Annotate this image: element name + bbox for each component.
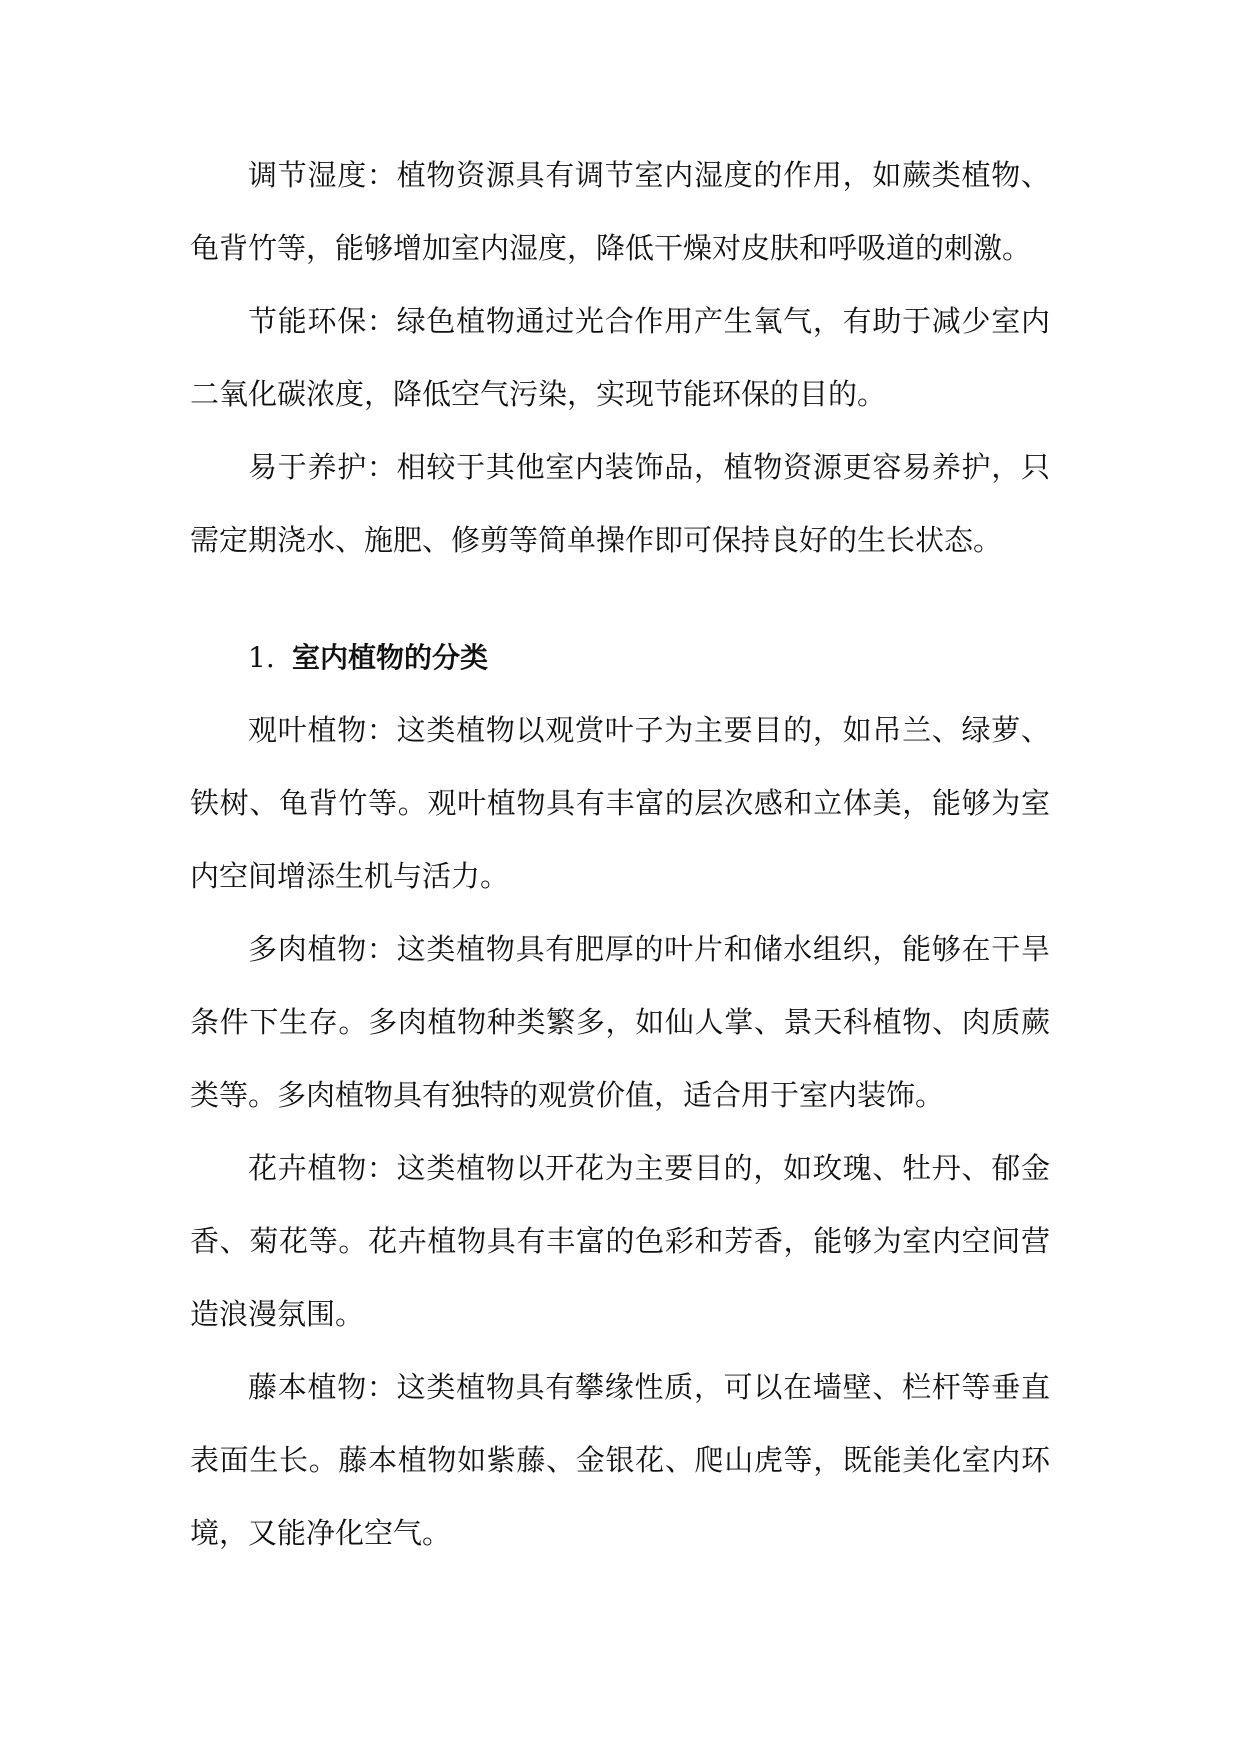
section-number: 1. <box>248 641 275 674</box>
paragraph-humidity: 调节湿度：植物资源具有调节室内湿度的作用，如蕨类植物、龟背竹等，能够增加室内湿度，降低干燥对皮肤和呼吸道的刺激。 <box>190 158 1050 265</box>
section-title: 室内植物的分类 <box>292 641 489 674</box>
paragraph-flowering-plants: 花卉植物：这类植物以开花为主要目的，如玫瑰、牡丹、郁金香、菊花等。花卉植物具有丰富的色彩和芳香，能够为室内空间营造浪漫氛围。 <box>190 1151 1050 1331</box>
paragraph-foliage-plants: 观叶植物：这类植物以观赏叶子为主要目的，如吊兰、绿萝、铁树、龟背竹等。观叶植物具有丰富的层次感和立体美，能够为室内空间增添生机与活力。 <box>190 713 1050 893</box>
paragraph-vine-plants: 藤本植物：这类植物具有攀缘性质，可以在墙壁、栏杆等垂直表面生长。藤本植物如紫藤、金银花、爬山虎等，既能美化室内环境，又能净化空气。 <box>190 1370 1050 1550</box>
paragraph-easy-care: 易于养护：相较于其他室内装饰品，植物资源更容易养护，只需定期浇水、施肥、修剪等简单操作即可保持良好的生长状态。 <box>190 450 1050 557</box>
paragraph-energy-saving: 节能环保：绿色植物通过光合作用产生氧气，有助于减少室内二氧化碳浓度，降低空气污染，实现节能环保的目的。 <box>190 304 1050 411</box>
section-heading <box>190 621 1050 694</box>
document-body <box>190 139 1050 1570</box>
paragraph-succulents: 多肉植物：这类植物具有肥厚的叶片和储水组织，能够在干旱条件下生存。多肉植物种类繁多，如仙人掌、景天科植物、肉质蕨类等。多肉植物具有独特的观赏价值，适合用于室内装饰。 <box>190 932 1050 1112</box>
